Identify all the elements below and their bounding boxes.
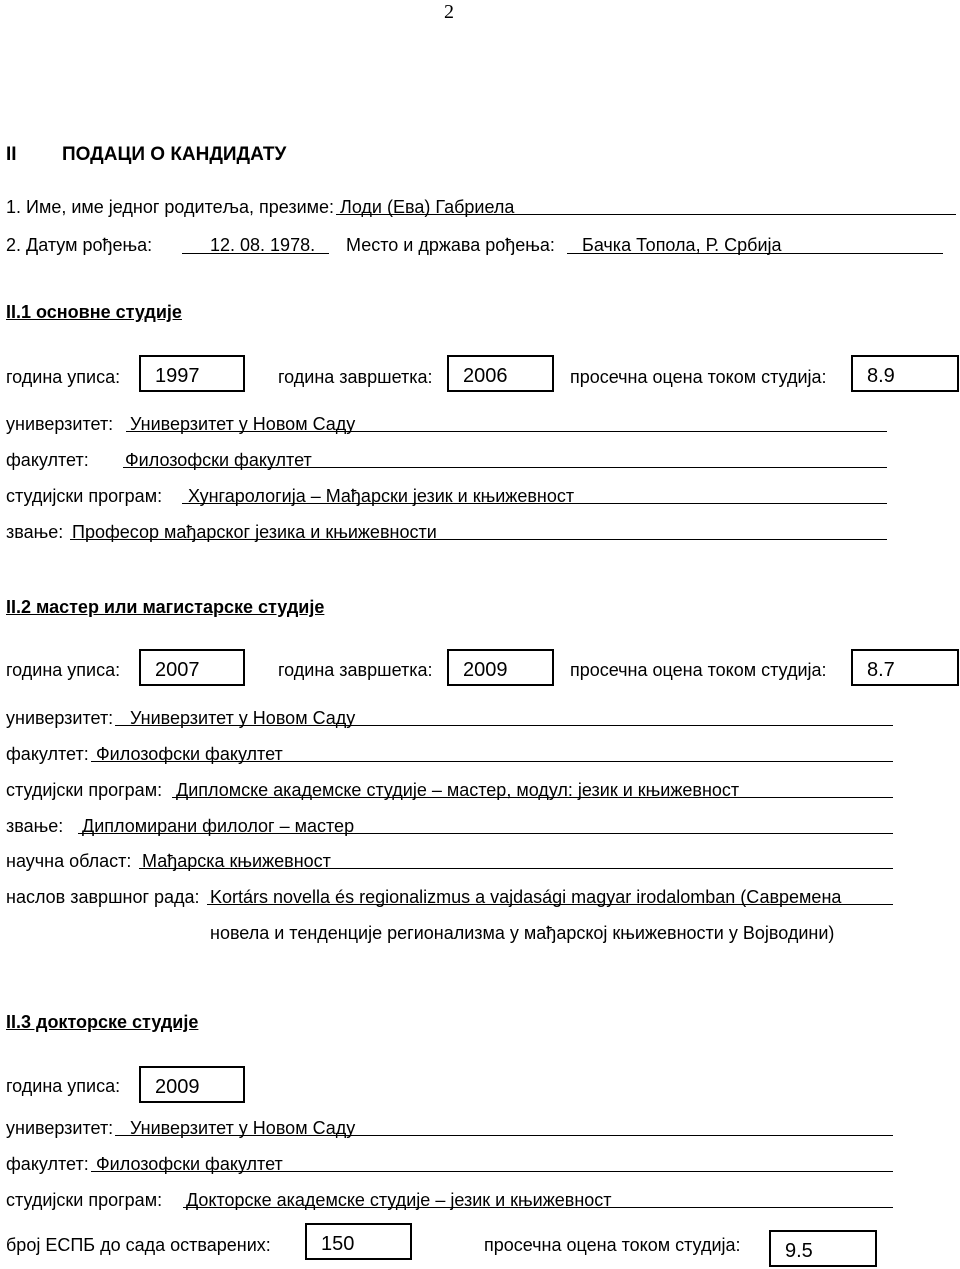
doctoral-program-label: студијски програм: — [6, 1190, 163, 1210]
master-university-value: Универзитет у Новом Саду — [130, 708, 356, 728]
basic-faculty-underline — [123, 467, 887, 468]
basic-title-label: звање: — [6, 522, 64, 542]
dob-label: 2. Датум рођења: — [6, 235, 153, 255]
doctoral-studies-heading: II.3 докторске студије — [6, 1012, 199, 1032]
basic-avg-label: просечна оцена током студија: — [570, 367, 827, 387]
dob-value: 12. 08. 1978. — [210, 235, 316, 255]
basic-finish-value: 2006 — [463, 365, 508, 387]
master-avg-label: просечна оцена током студија: — [570, 660, 827, 680]
basic-faculty-value: Филозофски факултет — [125, 450, 312, 470]
basic-avg-value: 8.9 — [867, 365, 895, 387]
master-program-value: Дипломске академске студије – мастер, модул: језик и књижевност — [176, 780, 740, 800]
master-studies-heading: II.2 мастер или магистарске студије — [6, 597, 325, 617]
section-title: ПОДАЦИ О КАНДИДАТУ — [62, 144, 287, 165]
doctoral-university-value: Универзитет у Новом Саду — [130, 1118, 356, 1138]
doctoral-program-value: Докторске академске студије – језик и књижевност — [186, 1190, 612, 1210]
master-title-underline — [78, 833, 893, 834]
birthplace-value: Бачка Топола, Р. Србија — [582, 235, 782, 255]
master-enroll-box — [139, 649, 245, 686]
doctoral-university-underline — [115, 1135, 893, 1136]
basic-avg-box — [851, 355, 959, 392]
doctoral-enroll-value: 2009 — [155, 1076, 200, 1098]
basic-finish-box — [447, 355, 554, 392]
doctoral-avg-box — [769, 1230, 877, 1267]
section-number: II — [6, 144, 17, 165]
master-finish-box — [447, 649, 554, 686]
master-finish-value: 2009 — [463, 659, 508, 681]
basic-university-label: универзитет: — [6, 414, 114, 434]
basic-title-underline — [70, 539, 887, 540]
doctoral-faculty-underline — [91, 1171, 893, 1172]
master-finish-label: година завршетка: — [278, 660, 433, 680]
master-program-label: студијски програм: — [6, 780, 163, 800]
doctoral-enroll-box — [139, 1066, 245, 1103]
master-university-underline — [115, 725, 893, 726]
basic-faculty-label: факултет: — [6, 450, 89, 470]
master-program-underline — [172, 797, 893, 798]
master-thesis-label: наслов завршног рада: — [6, 887, 200, 907]
doctoral-university-label: универзитет: — [6, 1118, 114, 1138]
basic-enroll-box — [139, 355, 245, 392]
basic-finish-label: година завршетка: — [278, 367, 433, 387]
doctoral-avg-value: 9.5 — [785, 1240, 813, 1262]
basic-enroll-label: година уписа: — [6, 367, 121, 387]
master-title-label: звање: — [6, 816, 64, 836]
basic-studies-heading: II.1 основне студије — [6, 302, 182, 322]
doctoral-faculty-label: факултет: — [6, 1154, 89, 1174]
doctoral-avg-label: просечна оцена током студија: — [484, 1235, 741, 1255]
doctoral-ects-label: број ЕСПБ до сада остварених: — [6, 1235, 271, 1255]
name-value: Лоди (Ева) Габриела — [340, 197, 515, 217]
master-avg-value: 8.7 — [867, 659, 895, 681]
master-field-label: научна област: — [6, 851, 132, 871]
master-enroll-label: година уписа: — [6, 660, 121, 680]
master-field-underline — [139, 868, 893, 869]
birthplace-underline — [567, 253, 943, 254]
master-thesis-line2: новела и тенденције регионализма у мађарској књижевности у Војводини) — [210, 923, 835, 943]
name-label: 1. Име, име једног родитеља, презиме: — [6, 197, 335, 217]
basic-program-value: Хунгарологија – Мађарски језик и књижевност — [188, 486, 575, 506]
name-underline — [336, 214, 956, 215]
basic-university-value: Универзитет у Новом Саду — [130, 414, 356, 434]
master-thesis-line1: Kortárs novella és regionalizmus a vajdasági magyar irodalomban (Савремена — [210, 887, 842, 907]
master-title-value: Дипломирани филолог – мастер — [82, 816, 355, 836]
basic-enroll-value: 1997 — [155, 365, 200, 387]
basic-title-value: Професор мађарског језика и књижевности — [72, 522, 437, 542]
master-faculty-underline — [91, 761, 893, 762]
dob-underline — [182, 253, 329, 254]
master-faculty-value: Филозофски факултет — [96, 744, 283, 764]
master-faculty-label: факултет: — [6, 744, 89, 764]
basic-university-underline — [126, 431, 887, 432]
master-enroll-value: 2007 — [155, 659, 200, 681]
master-field-value: Мађарска књижевност — [142, 851, 331, 871]
doctoral-ects-box — [305, 1223, 412, 1260]
basic-program-label: студијски програм: — [6, 486, 163, 506]
basic-program-underline — [182, 503, 887, 504]
master-avg-box — [851, 649, 959, 686]
doctoral-ects-value: 150 — [321, 1233, 355, 1255]
doctoral-program-underline — [183, 1207, 893, 1208]
doctoral-faculty-value: Филозофски факултет — [96, 1154, 283, 1174]
master-thesis-underline — [207, 904, 893, 905]
birthplace-label: Место и држава рођења: — [346, 235, 555, 255]
doctoral-enroll-label: година уписа: — [6, 1076, 121, 1096]
master-university-label: универзитет: — [6, 708, 114, 728]
page-number: 2 — [444, 1, 454, 23]
